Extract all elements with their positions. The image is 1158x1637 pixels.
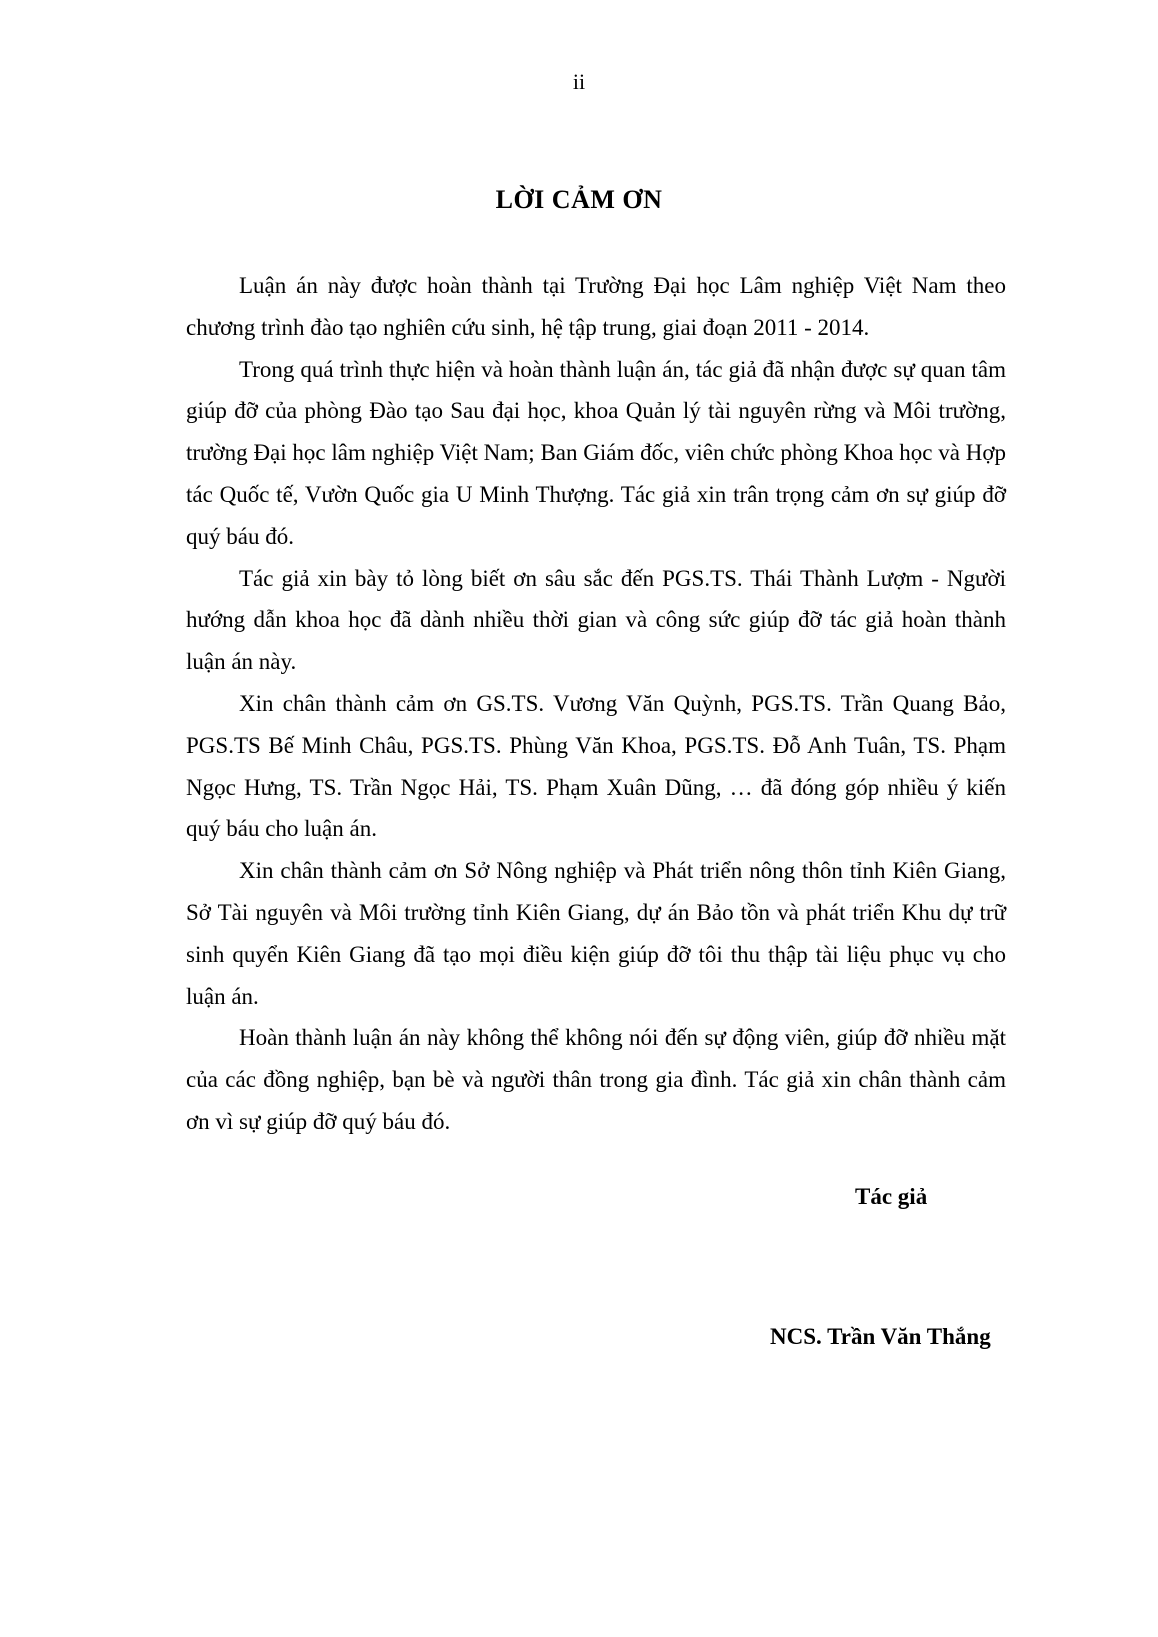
signature-label: Tác giả bbox=[855, 1184, 928, 1209]
page-number: ii bbox=[572, 69, 586, 94]
paragraph: Hoàn thành luận án này không thể không nói đến sự động viên, giúp đỡ nhiều mặt của các đồng nghiệp, bạn bè và người thân trong gia đình. Tác giả xin chân thành cảm ơn vì sự giúp đỡ quý báu đó. bbox=[186, 1025, 1006, 1134]
paragraph: Xin chân thành cảm ơn Sở Nông nghiệp và Phát triển nông thôn tỉnh Kiên Giang, Sở Tài nguyên và Môi trường tỉnh Kiên Giang, dự án Bảo tồn và phát triển Khu dự trữ sinh quyển Kiên Giang đã tạo mọi điều kiện giúp đỡ tôi thu thập tài liệu phục vụ cho luận án. bbox=[186, 858, 1006, 1009]
paragraph: Tác giả xin bày tỏ lòng biết ơn sâu sắc đến PGS.TS. Thái Thành Lượm - Người hướng dẫn khoa học đã dành nhiều thời gian và công sức giúp đỡ tác giả hoàn thành luận án này. bbox=[186, 565, 1006, 675]
paragraph: Trong quá trình thực hiện và hoàn thành luận án, tác giả đã nhận được sự quan tâm giúp đỡ của phòng Đào tạo Sau đại học, khoa Quản lý tài nguyên rừng và Môi trường, trường Đại học lâm nghiệp Việt Nam; Ban Giám đốc, viên chức phòng Khoa học và Hợp tác Quốc tế, Vườn Quốc gia U Minh Thượng. Tác giả xin trân trọng cảm ơn sự giúp đỡ quý báu đó. bbox=[186, 356, 1006, 549]
acknowledgement-body bbox=[186, 265, 1006, 1143]
paragraph: Luận án này được hoàn thành tại Trường Đại học Lâm nghiệp Việt Nam theo chương trình đào tạo nghiên cứu sinh, hệ tập trung, giai đoạn 2011 - 2014. bbox=[186, 273, 1006, 340]
paragraph: Xin chân thành cảm ơn GS.TS. Vương Văn Quỳnh, PGS.TS. Trần Quang Bảo, PGS.TS Bế Minh Châu, PGS.TS. Phùng Văn Khoa, PGS.TS. Đỗ Anh Tuân, TS. Phạm Ngọc Hưng, TS. Trần Ngọc Hải, TS. Phạm Xuân Dũng, … đã đóng góp nhiều ý kiến quý báu cho luận án. bbox=[186, 690, 1006, 842]
page-title: LỜI CẢM ƠN bbox=[495, 185, 663, 214]
signature-name: NCS. Trần Văn Thắng bbox=[770, 1324, 991, 1349]
